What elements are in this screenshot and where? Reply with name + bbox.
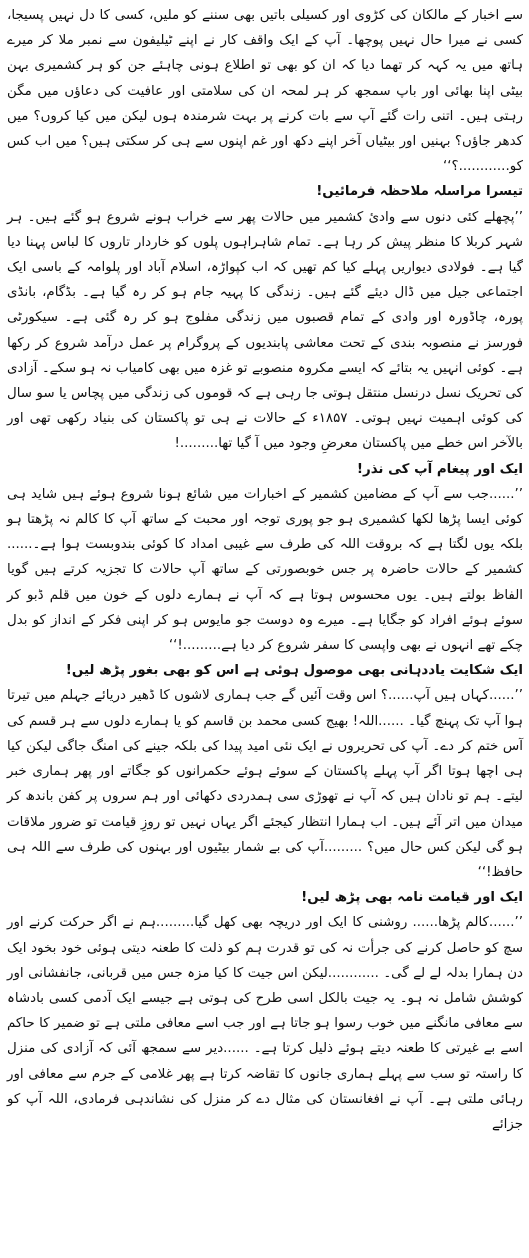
body-paragraph: ’’......کہاں ہیں آپ......؟ اس وقت آئیں گے جب ہماری لاشوں کا ڈھیر دریائے جہلم میں تیرتا ہوا آپ تک پہنچ گیا۔ ......اللہ! بھیج کسی محمد بن قاسم کو یا ہمارے دلوں سے ہر قسم کی آس ختم کر دے۔ آپ کی تحریروں نے ایک نئی امید پیدا کی بلکہ جینے کی امنگ جاگی لیکن کیا ہی اچھا ہوتا اگر آپ پہلے پاکستان کے سوئے ہوئے حکمرانوں کو جگاتے اور پھر ہماری خبر لیتے۔ ہم تو نادان ہیں کہ آپ نے تھوڑی سی ہمدردی دکھائی اور ہم سروں پر کفن باندھ کر میدان میں اتر آئے ہیں۔ اب ہمارا انتظار کیجئے اگر یہاں نہیں تو روزِ قیامت تو ضرور ملاقات ہو گی لیکن کس حال میں؟ .........آپ کی بے شمار بیٹیوں اور بہنوں کی طرف سے اللہ ہی حافظ!‘‘ — [7, 688, 523, 880]
body-paragraph: ’’......کالم پڑھا...... روشنی کا ایک اور دریچہ بھی کھل گیا.........ہم نے اگر حرکت کرنے اور سچ کو حاصل کرنے کی جرأت نہ کی تو قدرت ہم کو ذلت کا طعنہ دیتی ہوئی خود بخود ایک دن ہمارا بدلہ لے لے گی۔ ............لیکن اس جیت کا کیا مزہ جس میں قربانی، جانفشانی اور کوشش شامل نہ ہو۔ یہ جیت بالکل اسی طرح کی ہوتی ہے جیسے ایک آدمی کسی بادشاہ سے معافی مانگنے میں خوب رسوا ہو جاتا ہے اور جب اسے معافی ملتی ہے تو ضمیر کا حاکم اسے بے غیرتی کا طعنہ دیتے ہوئے ذلیل کرتا ہے۔ ......دیر سے سمجھ آئی کہ آزادی کی منزل کا راستہ تو سب سے پہلے ہماری جانوں کا تقاضہ کرتا ہے پھر غلامی کے جرم سے معافی اور رہائی ملتی ہے۔ آپ نے افغانستان کی مثال دے کر منزل کی نشاندہی فرمادی، اللہ آپ کو جزائے — [7, 915, 523, 1132]
letter-intro-line: ایک اور پیغام آپ کی نذر! — [356, 461, 523, 477]
letter-intro-line: ایک اور قیامت نامہ بھی پڑھ لیں! — [301, 890, 523, 906]
body-paragraph: ’’......جب سے آپ کے مضامین کشمیر کے اخبارات میں شائع ہونا شروع ہوئے ہیں شاید ہی کوئی ایسا پڑھا لکھا کشمیری ہو جو پوری توجہ اور محبت کے ساتھ آپ کا کالم نہ پڑھتا ہو بلکہ یوں لگتا ہے کہ بروقت اللہ کی طرف سے غیبی امداد کا کوئی بندوبست ہوا ہے۔...... کشمیر کے حالات حاضرہ پر جس خوبصورتی کے ساتھ آپ حالات کا تجزیہ کرتے ہیں گویا الفاظ بولتے ہیں۔ یوں محسوس ہوتا ہے کہ آپ نے ہمارے دلوں کے خون میں قلم ڈبو کر سوئے ہوئے افراد کو جگایا ہے۔ میرے وہ دوست جو مایوس ہو کر اپنی فکر کے انداز کو بدل چکے تھے انہوں نے بھی واپسی کا سفر شروع کر دیا ہے.........!‘‘ — [7, 486, 523, 654]
letter-intro-line: ایک شکایت یاددہانی بھی موصول ہوئی ہے اس کو بھی بغور پڑھ لیں! — [65, 663, 523, 679]
body-paragraph: سے اخبار کے مالکان کی کڑوی اور کسیلی باتیں بھی سننے کو ملیں، کسی کا دل نہیں پسیجا، کسی نے میرا حال نہیں پوچھا۔ آپ کے ایک واقف کار نے اپنے ٹیلیفون سے نمبر ملا کر میرے ہاتھ میں یہ کہہ کر تھما دیا کہ ان کو بھی تو اطلاع ہونی چاہئے جن کو ہر کشمیری بہن بیٹی اپنا بھائی اور باپ سمجھ کر ہر لمحہ ان کی سلامتی اور عافیت کی دعاؤں میں مگن رہتی ہیں۔ اتنی رات گئے آپ سے بات کرنے پر بہت شرمندہ ہوں لیکن میں کیا کروں؟ میں کدھر جاؤں؟ بہنیں اور بیٹیاں آخر اپنے دکھ اور غم اپنوں سے ہی کر سکتی ہیں؟ میں اب کس کو............؟‘‘ — [7, 8, 523, 175]
body-paragraph: ’’پچھلے کئی دنوں سے وادیٔ کشمیر میں حالات پھر سے خراب ہونے شروع ہو گئے ہیں۔ ہر شہر کربلا کا منظر پیش کر رہا ہے۔ تمام شاہراہوں پلوں کو خاردار تاروں کا لباس پہنا دیا گیا ہے۔ فولادی دیواریں پہلے کیا کم تھیں کہ اب کپواڑہ، اسلام آباد اور پلوامہ کے باسی ایک اجتماعی جیل میں ڈال دیئے گئے ہیں۔ زندگی کا پہیہ جام ہو کر رہ گیا ہے۔ بڈگام، بانڈی پورہ، چاڈورہ اور وادی کے تمام قصبوں میں زندگی مفلوج ہو کر رہ گئی ہے۔ سیکورٹی فورسز نے منصوبہ بندی کے تحت معاشی پابندیوں کے پروگرام پر عمل درآمد شروع کر رکھا ہے۔ کوئی انہیں یہ بتائے کہ ایسے مکروہ منصوبے تو غزہ میں بھی کامیاب نہ ہو سکے۔ آزادی کی تحریک نسل درنسل منتقل ہوتی جا رہی ہے کہ قوموں کی زندگی میں پچاس یا سو سال کی کوئی اہمیت نہیں ہوتی۔ ۱۸۵۷ء کے حالات نے ہی تو پاکستان کی بنیاد رکھی تھی اور بالآخر اس خطے میں پاکستان معرضِ وجود میں آ گیا تھا.........! — [7, 209, 523, 452]
letter-intro-line: تیسرا مراسلہ ملاحظہ فرمائیں! — [316, 184, 523, 200]
